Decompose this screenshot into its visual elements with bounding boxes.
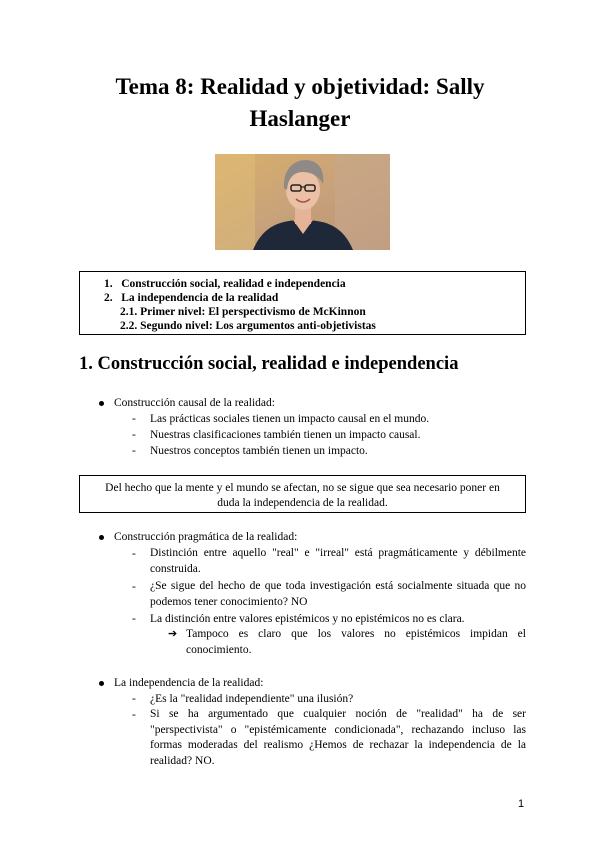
list-item: ¿Es la "realidad independiente" una ilusión? [150, 693, 354, 705]
title-line-2: Haslanger [249, 106, 351, 131]
dash-marker: - [132, 429, 136, 441]
highlight-box: Del hecho que la mente y el mundo se afectan, no se sigue que sea necesario poner en duda la independencia de la realidad. [79, 475, 526, 513]
toc-item-1: 1. Construcción social, realidad e independencia [104, 278, 346, 290]
list-item: Si se ha argumentado que cualquier noción de "realidad" ha de ser "perspectivista" o "epistémicamente condicionada", rechazando incluso las formas moderadas del realismo ¿Hemos de rechazar la independencia de la realidad? NO. [150, 708, 526, 767]
title-line-1: Tema 8: Realidad y objetividad: Sally [115, 74, 485, 99]
list-item: Distinción entre aquello "real" e "irreal" está pragmáticamente y débilmente construida. [150, 547, 526, 575]
portrait-image [215, 154, 390, 250]
bullet-label-independence: La independencia de la realidad: [114, 677, 264, 689]
bullet-dot [99, 681, 104, 686]
page-title [60, 71, 540, 135]
toc-item-2-1: 2.1. Primer nivel: El perspectivismo de McKinnon [120, 306, 366, 318]
list-item: Las prácticas sociales tienen un impacto causal en el mundo. [150, 413, 430, 425]
list-item: La distinción entre valores epistémicos y no epistémicos no es clara. [150, 613, 465, 625]
toc-item-2-2: 2.2. Segundo nivel: Los argumentos anti-objetivistas [120, 320, 376, 332]
bullet-dot [99, 535, 104, 540]
bullet-label-causal: Construcción causal de la realidad: [114, 397, 275, 409]
dash-marker: - [132, 548, 136, 560]
list-item: ¿Se sigue del hecho de que toda investigación está socialmente situada que no podemos tener conocimiento? NO [150, 580, 526, 608]
dash-marker: - [132, 581, 136, 593]
page-number: 1 [518, 798, 525, 810]
dash-marker: - [132, 413, 136, 425]
dash-marker: - [132, 445, 136, 457]
bullet-label-pragmatic: Construcción pragmática de la realidad: [114, 531, 298, 543]
dash-marker: - [132, 693, 136, 705]
dash-marker: - [132, 613, 136, 625]
sub-list-item: Tampoco es claro que los valores no epistémicos impidan el conocimiento. [186, 628, 526, 656]
list-item: Nuestros conceptos también tienen un impacto. [150, 445, 368, 457]
dash-marker: - [132, 709, 136, 721]
portrait-photo [215, 154, 390, 250]
list-item: Nuestras clasificaciones también tienen un impacto causal. [150, 429, 421, 441]
section-heading: 1. Construcción social, realidad e independencia [79, 354, 459, 374]
bullet-dot [99, 401, 104, 406]
arrow-right-icon: ➔ [168, 628, 178, 640]
table-of-contents [79, 271, 526, 335]
toc-item-2: 2. La independencia de la realidad [104, 292, 279, 304]
